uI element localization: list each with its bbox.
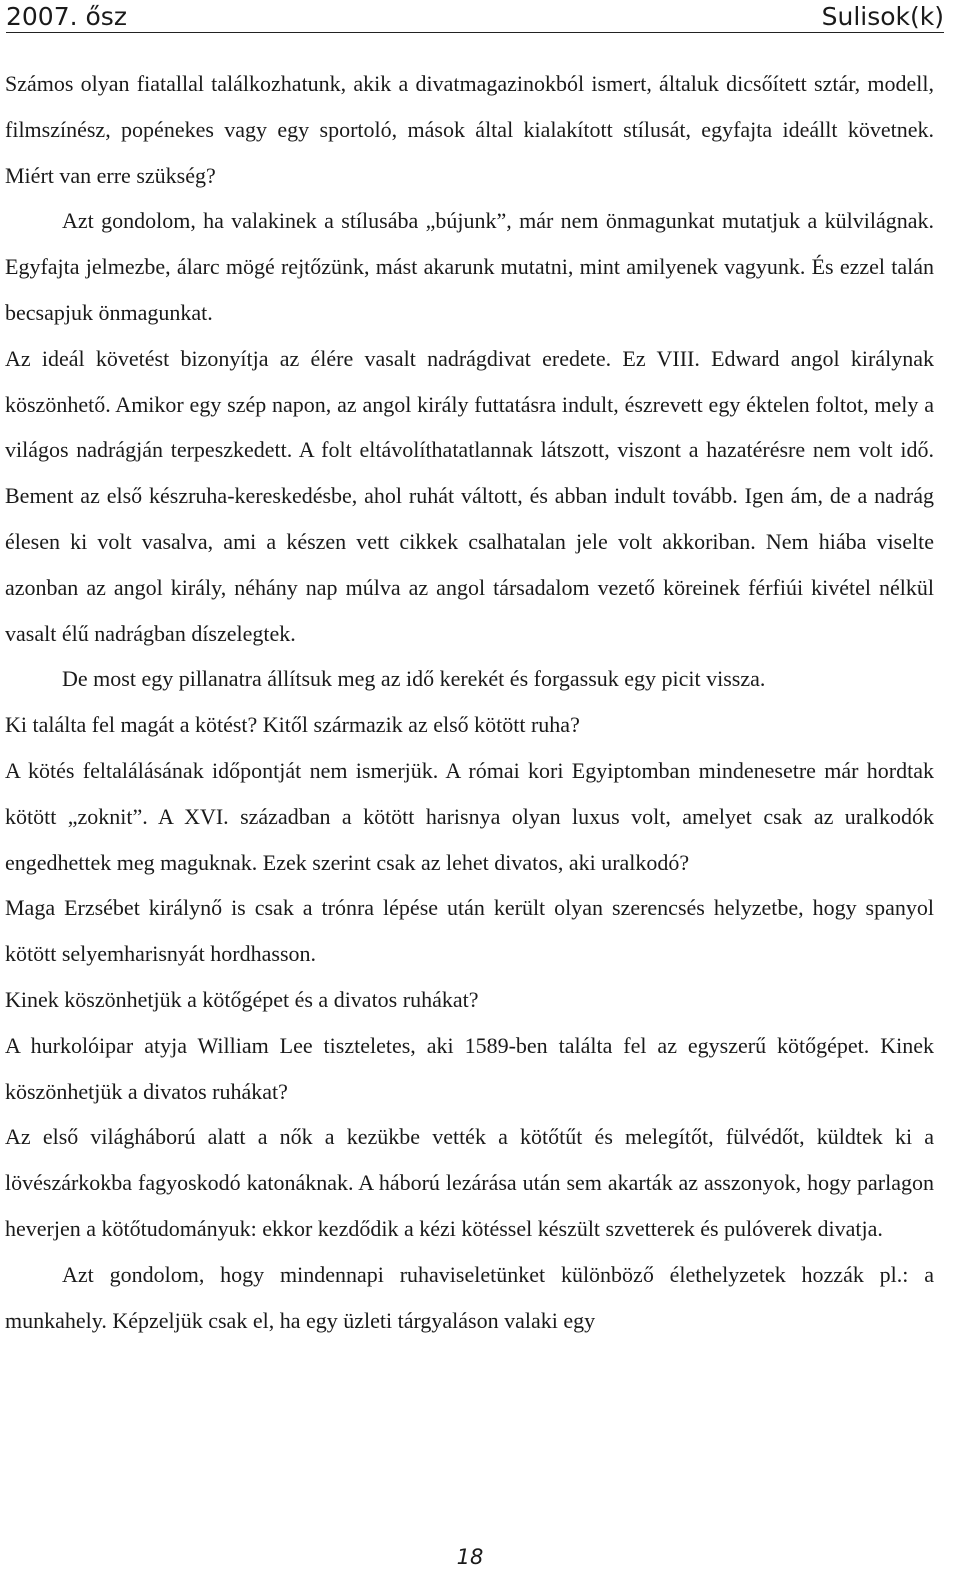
- paragraph: Azt gondolom, hogy mindennapi ruhaviseletünket különböző élethelyzetek hozzák pl.: a munkahely. Képzeljük csak el, ha egy üzleti tárgyaláson valaki egy: [5, 1261, 934, 1333]
- paragraph: De most egy pillanatra állítsuk meg az idő kerekét és forgassuk egy picit vissza.: [62, 666, 766, 692]
- paragraph: Az ideál követést bizonyítja az élére vasalt nadrágdivat eredete. Ez VIII. Edward angol királynak köszönhető. Amikor egy szép napon, az angol király futtatásra indult, észrevett egy éktelen foltot, mely a világos nadrágján terpeszkedett. A folt eltávolíthatatlannak látszott, viszont a hazatérésre nem volt idő. Bement az első készruha-kereskedésbe, ahol ruhát váltott, és abban indult tovább. Igen ám, de a nadrág élesen ki volt vasalva, ami a készen vett cikkek csalhatalan jele volt akkoriban. Nem hiába viselte azonban az angol király, néhány nap múlva az angol társadalom vezető köreinek férfiúi kivétel nélkül vasalt élű nadrágban díszelegtek.: [5, 345, 934, 646]
- header-issue-date: 2007. ősz: [6, 2, 127, 31]
- paragraph: Kinek köszönhetjük a kötőgépet és a divatos ruhákat?: [5, 986, 479, 1012]
- page-number: 18: [456, 1545, 484, 1569]
- paragraph: Maga Erzsébet királynő is csak a trónra lépése után került olyan szerencsés helyzetbe, hogy spanyol kötött selyemharisnyát hordhasson.: [5, 895, 934, 967]
- paragraph: Ki találta fel magát a kötést? Kitől származik az első kötött ruha?: [5, 712, 580, 738]
- paragraph: A kötés feltalálásának időpontját nem ismerjük. A római kori Egyiptomban mindenesetre már hordtak kötött „zoknit”. A XVI. században a kötött harisnya olyan luxus volt, amelyet csak az uralkodók engedhettek meg maguknak. Ezek szerint csak az lehet divatos, aki uralkodó?: [5, 757, 934, 875]
- header-publication-title: Sulisok(k): [821, 2, 944, 31]
- page-header: [6, 2, 944, 33]
- article-body: [5, 61, 934, 1343]
- paragraph: Az első világháború alatt a nők a kezükbe vették a kötőtűt és melegítőt, fülvédőt, küldtek ki a lövészárkokba fagyoskodó katonáknak. A háború lezárása után sem akarták az asszonyok, hogy parlagon heverjen a kötőtudományuk: ekkor kezdődik a kézi kötéssel készült szvetterek és pulóverek divatja.: [5, 1124, 934, 1241]
- paragraph: A hurkolóipar atyja William Lee tiszteletes, aki 1589-ben találta fel az egyszerű kötőgépet. Kinek köszönhetjük a divatos ruhákat?: [5, 1032, 934, 1104]
- paragraph: Azt gondolom, ha valakinek a stílusába „bújunk”, már nem önmagunkat mutatjuk a külvilágnak. Egyfajta jelmezbe, álarc mögé rejtőzünk, mást akarunk mutatni, mint amilyenek vagyunk. És ezzel talán becsapjuk önmagunkat.: [5, 208, 934, 325]
- paragraph: Számos olyan fiatallal találkozhatunk, akik a divatmagazinokból ismert, általuk dicsőített sztár, modell, filmszínész, popénekes vagy egy sportoló, mások által kialakított stílusát, egyfajta ideállt követnek. Miért van erre szükség?: [5, 71, 934, 188]
